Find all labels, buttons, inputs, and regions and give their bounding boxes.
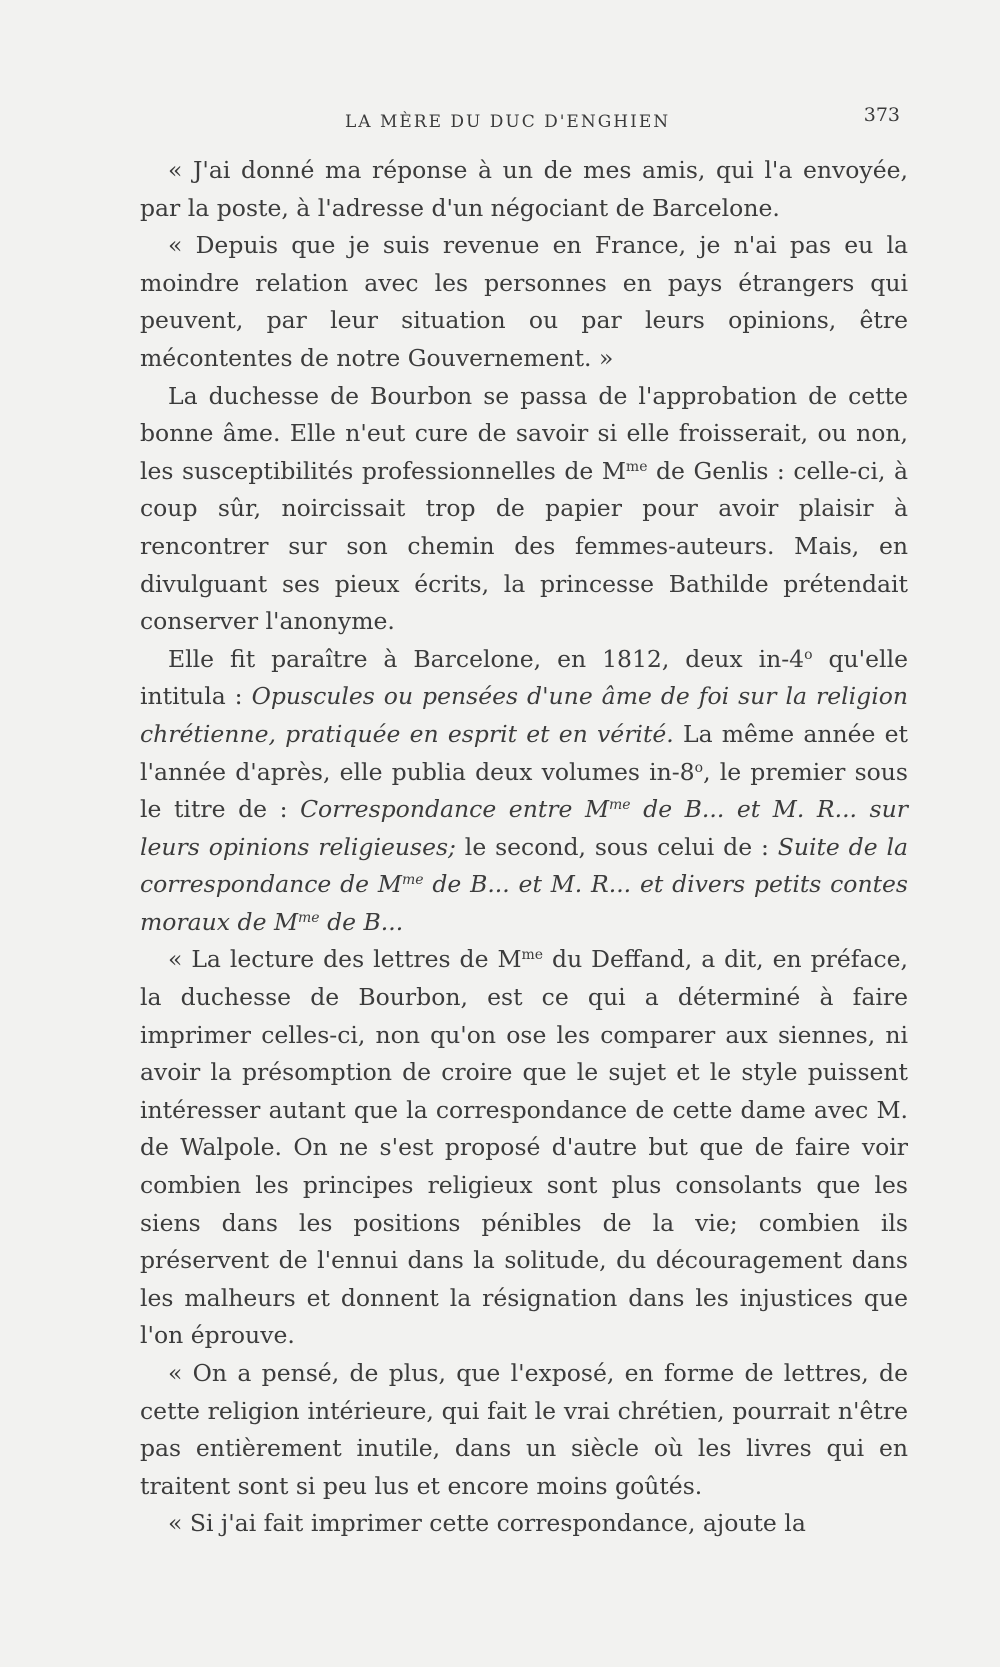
superscript: me	[298, 909, 320, 926]
paragraph-7	[140, 1505, 908, 1543]
paragraph-5	[140, 941, 908, 1355]
paragraph-1	[140, 152, 908, 227]
italic-text: Correspondance entre M	[300, 795, 610, 824]
paragraph-4	[140, 641, 908, 942]
running-title: LA MÈRE DU DUC D'ENGHIEN	[345, 112, 671, 132]
page-number: 373	[863, 104, 900, 126]
superscript: me	[609, 797, 631, 814]
text-run: La duchesse de Bourbon se passa de l'approbation de cette bonne âme. Elle n'eut cure de savoir si elle froisserait, ou non, les susceptibilités professionnelles de M	[140, 381, 908, 485]
italic-text: Suite de la correspondance de M	[140, 832, 908, 899]
body-text	[140, 152, 908, 1543]
italic-text: de B... et M. R... et divers petits contes moraux de M	[140, 870, 908, 936]
text-run: « J'ai donné ma réponse à un de mes amis, qui l'a envoyée, par la poste, à l'adresse d'un négociant de Barcelone.	[140, 156, 908, 222]
italic-text: de B...	[319, 907, 404, 936]
superscript: me	[625, 458, 648, 475]
running-head	[140, 104, 900, 134]
italic-text: de B... et M. R... sur leurs opinions religieuses;	[140, 795, 908, 861]
text-run: « La lecture des lettres de M	[168, 945, 522, 974]
text-run: La même année et l'année d'après, elle publia deux volumes in-8	[140, 719, 908, 786]
paragraph-3	[140, 378, 908, 641]
text-run: le second, sous celui de :	[455, 832, 778, 861]
paragraph-2	[140, 227, 908, 377]
text-run: Elle fit paraître à Barcelone, en 1812, deux in-4	[168, 644, 805, 673]
text-run: du Deffand, a dit, en préface, la duchesse de Bourbon, est ce qui a déterminé à faire imprimer celles-ci, non qu'on ose les comparer aux siennes, ni avoir la présomption de croire que le sujet et le style puissent intéresser autant que la correspondance de cette dame avec M. de Walpole. On ne s'est proposé d'autre but que de faire voir combien les principes religieux sont plus consolants que les siens dans les positions pénibles de la vie; combien ils préservent de l'ennui dans la solitude, du découragement dans les malheurs et donnent la résignation dans les injustices que l'on éprouve.	[140, 945, 908, 1350]
text-run: , le premier sous le titre de :	[140, 757, 908, 824]
text-run: « On a pensé, de plus, que l'exposé, en forme de lettres, de cette religion intérieure, qui fait le vrai chrétien, pourrait n'être pas entièrement inutile, dans un siècle où les livres qui en traitent sont si peu lus et encore moins goûtés.	[140, 1359, 908, 1500]
superscript: o	[694, 759, 704, 776]
superscript: o	[804, 646, 813, 663]
italic-text: Opuscules ou pensées d'une âme de foi sur la religion chrétienne, pratiquée en esprit et en vérité.	[140, 682, 908, 748]
superscript: me	[521, 947, 544, 964]
text-run: de Genlis : celle-ci, à coup sûr, noircissait trop de papier pour avoir plaisir à rencontrer sur son chemin des femmes-auteurs. Mais, en divulguant ses pieux écrits, la princesse Bathilde prétendait conserver l'anonyme.	[140, 456, 908, 636]
text-run: qu'elle intitula :	[140, 644, 908, 711]
superscript: me	[401, 872, 424, 889]
text-run: « Si j'ai fait imprimer cette correspondance, ajoute la	[168, 1509, 806, 1538]
text-run: « Depuis que je suis revenue en France, je n'ai pas eu la moindre relation avec les personnes en pays étrangers qui peuvent, par leur situation ou par leurs opinions, être mécontentes de notre Gouvernement. »	[140, 231, 908, 372]
paragraph-6	[140, 1355, 908, 1505]
